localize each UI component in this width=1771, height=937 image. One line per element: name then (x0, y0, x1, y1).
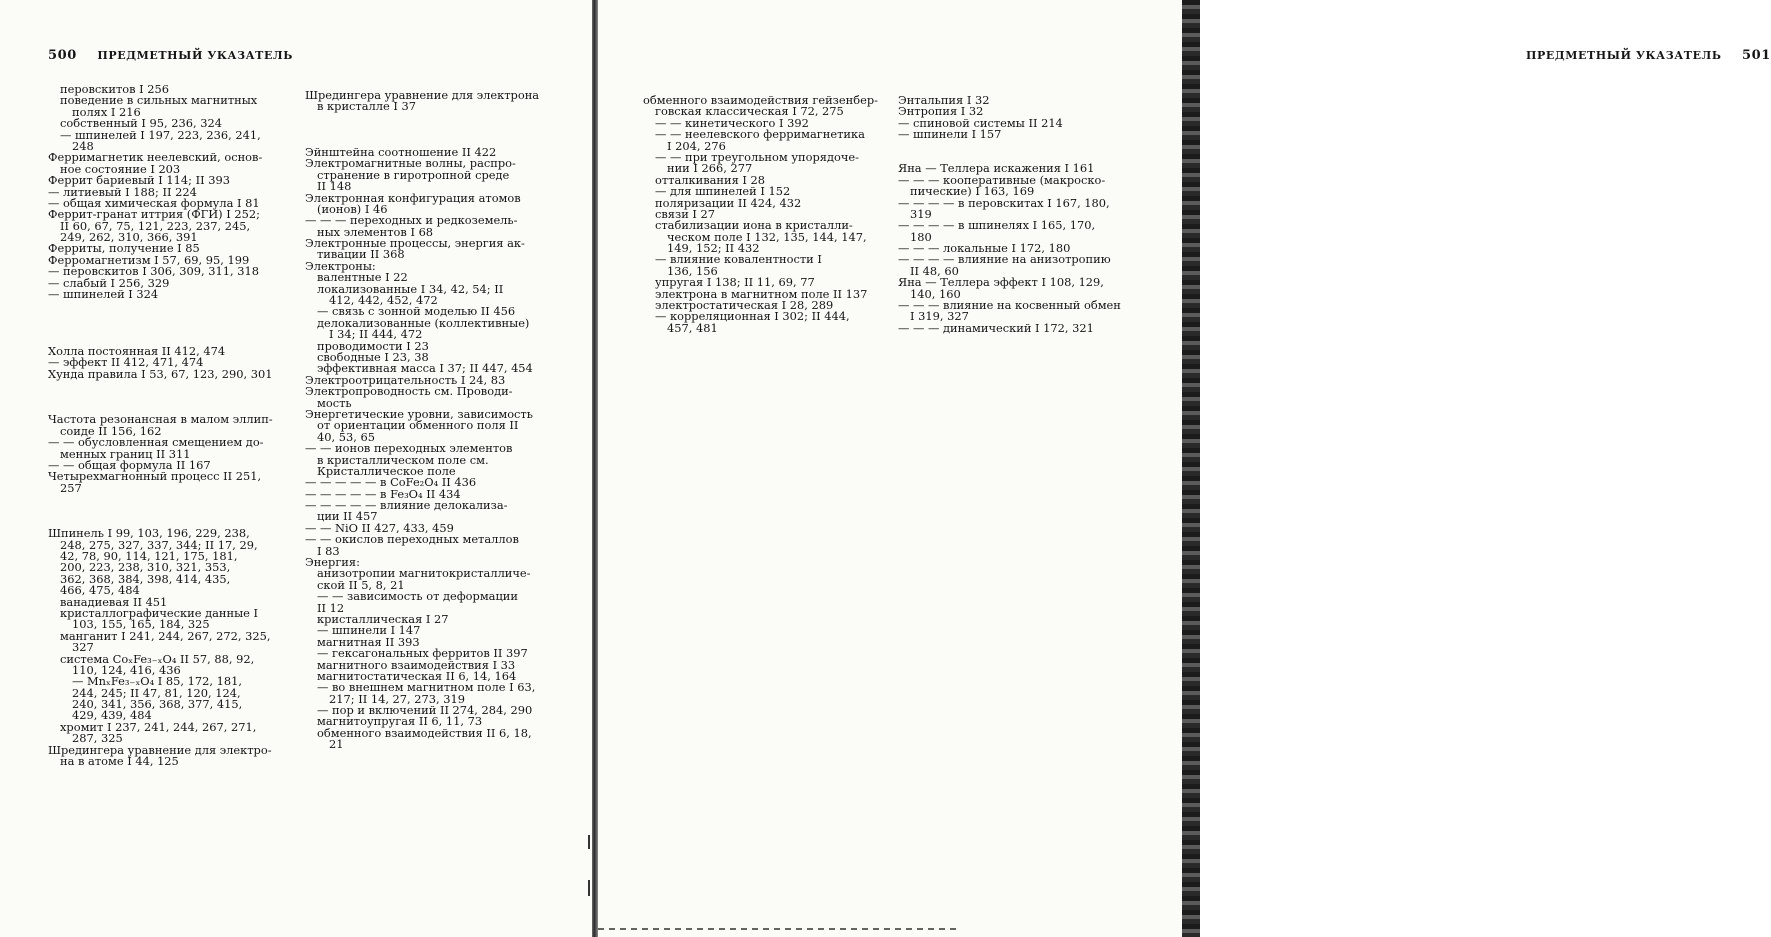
scan-mark (588, 835, 590, 849)
index-entry-line: — литиевый I 188; II 224 (48, 184, 197, 199)
index-entry-line: II 148 (317, 179, 352, 194)
left-page (0, 0, 592, 937)
index-entry-line: — — — локальные I 172, 180 (898, 241, 1071, 256)
index-entry-line: 287, 325 (72, 731, 123, 746)
index-entry-line: 412, 442, 452, 472 (329, 293, 438, 308)
index-entry-line: Электронные процессы, энергия ак- (305, 236, 525, 251)
index-entry-line: — шпинели I 157 (898, 127, 1002, 142)
index-entry-line: 249, 262, 310, 366, 391 (60, 230, 198, 245)
index-entry-line: 140, 160 (910, 286, 961, 301)
index-entry-line: 110, 124, 416, 436 (72, 662, 181, 677)
index-entry-line: Энергия: (305, 555, 360, 570)
index-entry-line: — гексагональных ферритов II 397 (317, 646, 528, 661)
blank-line (48, 392, 293, 403)
index-entry-line: 257 (60, 480, 82, 495)
index-entry-line: Ферриты, получение I 85 (48, 241, 200, 256)
index-entry-line: — во внешнем магнитном поле I 63, (317, 680, 536, 695)
index-entry-line: полях I 216 (72, 104, 141, 119)
index-entry-line: 457, 481 (667, 320, 718, 335)
index-entry-line: 42, 78, 90, 114, 121, 175, 181, (60, 549, 238, 564)
index-entry-line: Холла постоянная II 412, 474 (48, 343, 226, 358)
index-entry-line: 327 (72, 640, 94, 655)
index-entry-line: 244, 245; II 47, 81, 120, 124, (72, 685, 241, 700)
index-entry-line: хромит I 237, 241, 244, 267, 271, (60, 719, 257, 734)
index-entry-line: — связь с зонной моделью II 456 (317, 304, 516, 319)
left-page-header (48, 48, 293, 63)
index-entry-line: — — зависимость от деформации (317, 589, 518, 604)
index-entry-line: Шредингера уравнение для электро- (48, 742, 272, 757)
index-entry-line: — — — — — влияние делокализа- (305, 498, 508, 513)
index-entry-line: Хунда правила I 53, 67, 123, 290, 301 (48, 366, 273, 381)
index-entry-line: свободные I 23, 38 (317, 349, 429, 364)
index-entry-line: — MnₓFe₃₋ₓO₄ I 85, 172, 181, (72, 674, 242, 689)
index-entry-line: — — окислов переходных металлов (305, 532, 519, 547)
index-entry-line: II 60, 67, 75, 121, 223, 237, 245, (60, 218, 251, 233)
index-entry-line: — — — — в шпинелях I 165, 170, (898, 218, 1096, 233)
index-entry-line: 40, 53, 65 (317, 429, 375, 444)
index-entry-line: — — кинетического I 392 (655, 115, 809, 130)
index-entry-line: говская классическая I 72, 275 (655, 104, 844, 119)
index-entry-line: — слабый I 256, 329 (48, 275, 170, 290)
index-entry-line: анизотропии магнитокристалличе- (317, 566, 531, 581)
index-entry-line: упругая I 138; II 11, 69, 77 (655, 275, 815, 290)
index-entry-line: — — — — — в CoFe₂O₄ II 436 (305, 475, 477, 490)
index-entry-line: поведение в сильных магнитных (60, 93, 258, 108)
index-entry-line: манганит I 241, 244, 267, 272, 325, (60, 628, 271, 643)
index-entry-line: I 83 (317, 543, 340, 558)
index-entry-line: обменного взаимодействия гейзенбер- (643, 93, 878, 107)
index-entry-line: Кристаллическое поле (317, 463, 456, 478)
index-entry-line: Яна — Теллера эффект I 108, 129, (898, 275, 1104, 290)
index-column-4 (898, 95, 1144, 334)
index-entry-line: — пор и включений II 274, 284, 290 (317, 703, 533, 718)
index-entry-line: ных элементов I 68 (317, 224, 434, 239)
scan-artifact (598, 928, 958, 930)
index-entry-line: — для шпинелей I 152 (655, 184, 791, 199)
index-entry-line: — — — — — в Fe₃O₄ II 434 (305, 486, 461, 501)
index-entry-line: Электромагнитные волны, распро- (305, 156, 516, 171)
index-entry-line: 248 (72, 138, 94, 153)
index-entry-line: — перовскитов I 306, 309, 311, 318 (48, 264, 259, 279)
index-entry-line: (ионов) I 46 (317, 201, 388, 216)
index-entry-line: Эйнштейна соотношение II 422 (305, 144, 497, 159)
index-entry-line: собственный I 95, 236, 324 (60, 116, 222, 131)
index-column-2 (305, 90, 550, 751)
index-entry-line: Энтальпия I 32 (898, 93, 990, 107)
index-entry-line: Энтропия I 32 (898, 104, 984, 119)
page-number-left: 500 (48, 48, 77, 63)
index-entry-line: ванадиевая II 451 (60, 594, 168, 609)
index-entry-line: пические) I 163, 169 (910, 184, 1035, 199)
blank-line (48, 380, 293, 391)
page-number-right: 501 (1742, 48, 1771, 63)
index-entry-line: II 12 (317, 600, 345, 615)
index-entry-line: Электроотрицательность I 24, 83 (305, 372, 506, 387)
index-entry-line: Яна — Теллера искажения I 161 (898, 161, 1095, 176)
index-entry-line: I 34; II 444, 472 (329, 327, 423, 342)
blank-line (48, 300, 293, 311)
blank-line (898, 141, 1144, 152)
index-entry-line: Шредингера уравнение для электрона (305, 88, 540, 102)
index-entry-line: локализованные I 34, 42, 54; II (317, 281, 504, 296)
index-entry-line: 200, 223, 238, 310, 321, 353, (60, 560, 231, 575)
index-entry-line: — — при треугольном упорядоче- (655, 149, 859, 164)
index-entry-line: 149, 152; II 432 (667, 241, 760, 256)
index-entry-line: проводимости I 23 (317, 338, 429, 353)
index-entry-line: Энергетические уровни, зависимость (305, 406, 533, 421)
index-entry-line: — — — кооперативные (макроско- (898, 172, 1106, 187)
index-entry-line: 103, 155, 165, 184, 325 (72, 617, 210, 632)
index-entry-line: — шпинелей I 324 (48, 287, 159, 302)
index-entry-line: 240, 341, 356, 368, 377, 415, (72, 697, 243, 712)
index-entry-line: на в атоме I 44, 125 (60, 754, 179, 769)
index-entry-line: — — — влияние на косвенный обмен (898, 298, 1121, 313)
page-edge-shadow (1182, 0, 1200, 937)
index-entry-line: — — NiO II 427, 433, 459 (305, 520, 454, 535)
index-entry-line: Феррит-гранат иттрия (ФГИ) I 252; (48, 207, 260, 222)
index-entry-line: — эффект II 412, 471, 474 (48, 355, 204, 370)
index-entry-line: Феррит бариевый I 114; II 393 (48, 173, 230, 188)
index-entry-line: стабилизации иона в кристалли- (655, 218, 853, 233)
index-entry-line: Электропроводность см. Проводи- (305, 384, 513, 399)
index-column-3 (643, 95, 883, 334)
index-entry-line: мость (317, 395, 352, 410)
index-entry-line: — шпинелей I 197, 223, 236, 241, (60, 127, 261, 142)
index-entry-line: — — — динамический I 172, 321 (898, 320, 1094, 335)
index-entry-line: Электронная конфигурация атомов (305, 190, 521, 205)
blank-line (48, 312, 293, 323)
index-entry-line: 217; II 14, 27, 273, 319 (329, 691, 466, 706)
index-entry-line: нии I 266, 277 (667, 161, 753, 176)
index-column-1 (48, 84, 293, 767)
index-entry-line: Электроны: (305, 258, 376, 273)
index-entry-line: эффективная масса I 37; II 447, 454 (317, 361, 533, 376)
index-entry-line: — влияние ковалентности I (655, 252, 822, 267)
index-entry-line: — спиновой системы II 214 (898, 115, 1063, 130)
index-entry-line: 319 (910, 206, 932, 221)
running-head-left: ПРЕДМЕТНЫЙ УКАЗАТЕЛЬ (97, 49, 293, 62)
index-entry-line: 362, 368, 384, 398, 414, 435, (60, 571, 231, 586)
index-entry-line: ции II 457 (317, 509, 378, 524)
index-entry-line: в кристалле I 37 (317, 99, 416, 114)
index-entry-line: отталкивания I 28 (655, 172, 766, 187)
index-entry-line: система CoₓFe₃₋ₓO₄ II 57, 88, 92, (60, 651, 255, 666)
index-entry-line: в кристаллическом поле см. (317, 452, 489, 467)
blank-line (305, 124, 550, 135)
index-entry-line: магнитного взаимодействия I 33 (317, 657, 516, 672)
index-entry-line: от ориентации обменного поля II (317, 418, 519, 433)
blank-line (48, 323, 293, 334)
index-entry-line: Четырехмагнонный процесс II 251, (48, 469, 262, 484)
index-entry-line: делокализованные (коллективные) (317, 315, 530, 330)
right-page-header (1526, 48, 1771, 63)
index-entry-line: магнитостатическая II 6, 14, 164 (317, 668, 517, 683)
index-entry-line: I 319, 327 (910, 309, 969, 324)
index-entry-line: — шпинели I 147 (317, 623, 421, 638)
index-entry-line: 136, 156 (667, 263, 718, 278)
index-entry-line: электростатическая I 28, 289 (655, 298, 834, 313)
index-entry-line: — корреляционная I 302; II 444, (655, 309, 850, 324)
index-entry-line: обменного взаимодействия II 6, 18, (317, 725, 532, 740)
index-entry-line: ческом поле I 132, 135, 144, 147, (667, 229, 867, 244)
index-entry-line: Шпинель I 99, 103, 196, 229, 238, (48, 526, 250, 541)
index-entry-line: соиде II 156, 162 (60, 423, 162, 438)
index-entry-line: странение в гиротропной среде (317, 167, 510, 182)
running-head-right: ПРЕДМЕТНЫЙ УКАЗАТЕЛЬ (1526, 49, 1722, 62)
index-entry-line: — — — — влияние на анизотропию (898, 252, 1111, 267)
blank-line (305, 113, 550, 124)
blank-line (48, 505, 293, 516)
index-entry-line: — — ионов переходных элементов (305, 441, 513, 456)
index-entry-line: ное состояние I 203 (60, 161, 181, 176)
blank-line (48, 494, 293, 505)
index-entry-line: поляризации II 424, 432 (655, 195, 802, 210)
index-entry-line: тивации II 368 (317, 247, 405, 262)
index-entry-line: — общая химическая формула I 81 (48, 195, 260, 210)
index-entry-line: — — обусловленная смещением до- (48, 435, 264, 450)
index-entry-line: электрона в магнитном поле II 137 (655, 286, 868, 301)
index-entry-line: 429, 439, 484 (72, 708, 152, 723)
index-entry-line: — — неелевского ферримагнетика (655, 127, 865, 142)
index-entry-line: I 204, 276 (667, 138, 726, 153)
index-entry-line: менных границ II 311 (60, 446, 191, 461)
index-entry-line: магнитоупругая II 6, 11, 73 (317, 714, 483, 729)
index-entry-line: валентные I 22 (317, 270, 408, 285)
index-entry-line: Ферримагнетик неелевский, основ- (48, 150, 263, 165)
index-entry-line: 466, 475, 484 (60, 583, 140, 598)
index-entry-line: связи I 27 (655, 206, 716, 221)
index-entry-line: — — — переходных и редкоземель- (305, 213, 518, 228)
index-entry-line: 248, 275, 327, 337, 344; II 17, 29, (60, 537, 258, 552)
index-entry-line: 180 (910, 229, 932, 244)
index-entry-line: II 48, 60 (910, 263, 959, 278)
index-entry-line: кристаллическая I 27 (317, 611, 449, 626)
index-entry-line: — — — — в перовскитах I 167, 180, (898, 195, 1110, 210)
index-entry-line: Ферромагнетизм I 57, 69, 95, 199 (48, 252, 250, 267)
index-entry-line: кристаллографические данные I (60, 605, 259, 620)
index-entry-line: Частота резонансная в малом эллип- (48, 412, 273, 427)
scan-mark (588, 880, 590, 896)
index-entry-line: ской II 5, 8, 21 (317, 577, 405, 592)
index-entry-line: магнитная II 393 (317, 634, 420, 649)
index-entry-line: перовскитов I 256 (60, 82, 170, 96)
index-entry-line: 21 (329, 737, 344, 752)
index-entry-line: — — общая формула II 167 (48, 457, 211, 472)
